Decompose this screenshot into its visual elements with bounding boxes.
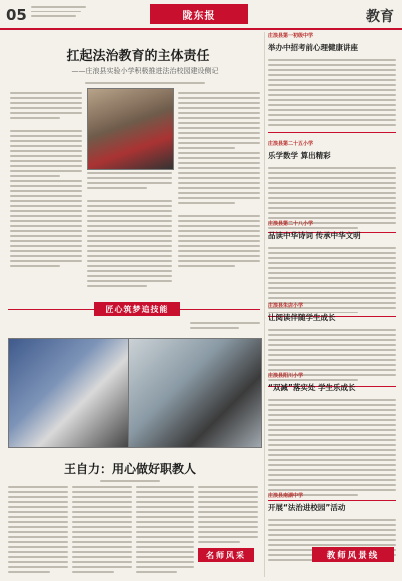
main-article-subhead-1 xyxy=(10,122,82,128)
main-article-subtitle: ——庄浪县实验小学积极推进法治校园建设侧记 xyxy=(71,67,219,75)
news-item-school: 庄浪县南湖中学 xyxy=(268,493,304,499)
news-item-1 xyxy=(268,32,396,133)
section-title: 教育 xyxy=(366,9,394,25)
main-article-subhead-2 xyxy=(87,192,172,198)
main-article-photo xyxy=(87,88,174,170)
feature-photo-right xyxy=(128,338,262,448)
footer-column-left: 名师风采 xyxy=(198,548,254,562)
news-item-title: 举办中招考前心理健康讲座 xyxy=(268,43,358,52)
main-article-col-2 xyxy=(87,172,172,297)
feature-col-2 xyxy=(72,486,132,576)
masthead-logo: 陇东报 xyxy=(150,4,248,24)
feature-intro xyxy=(190,322,260,336)
news-item-5 xyxy=(268,372,396,501)
main-article-col-1 xyxy=(10,92,82,292)
news-item-school: 庄浪县朱店小学 xyxy=(268,303,304,309)
news-item-title: 让阅读伴随学生成长 xyxy=(268,313,336,322)
main-article-byline xyxy=(75,80,215,86)
feature-title: 王自力：用心做好职教人 xyxy=(63,462,196,476)
main-article-col-3 xyxy=(178,92,260,297)
page-number: 05 xyxy=(6,6,27,24)
news-item-title: 开展“法治进校园”活动 xyxy=(268,503,346,512)
main-article-subhead-3 xyxy=(178,207,260,213)
column-separator xyxy=(264,32,265,577)
feature-banner: 匠心筑梦追技能 xyxy=(94,302,180,316)
issue-meta xyxy=(31,6,91,20)
feature-byline xyxy=(90,478,170,484)
feature-col-1 xyxy=(8,486,68,576)
footer-column-right: 教师风景线 xyxy=(312,547,394,562)
feature-col-3 xyxy=(136,486,194,576)
news-item-school: 庄浪县第二十五小学 xyxy=(268,141,314,147)
news-item-school: 庄浪县第二十八小学 xyxy=(268,221,314,227)
news-item-title: 乐学数学 算出精彩 xyxy=(268,151,331,160)
feature-photo-left xyxy=(8,338,130,448)
feature-col-4 xyxy=(198,486,258,544)
news-item-school: 庄浪县阳川小学 xyxy=(268,373,304,379)
news-item-title: 品读中华诗词 传承中华文明 xyxy=(268,231,361,240)
main-article-title: 扛起法治教育的主体责任 xyxy=(66,49,210,64)
news-item-school: 庄浪县第一初级中学 xyxy=(268,33,314,39)
news-item-title: “双减”落实处 学生乐成长 xyxy=(268,383,356,392)
